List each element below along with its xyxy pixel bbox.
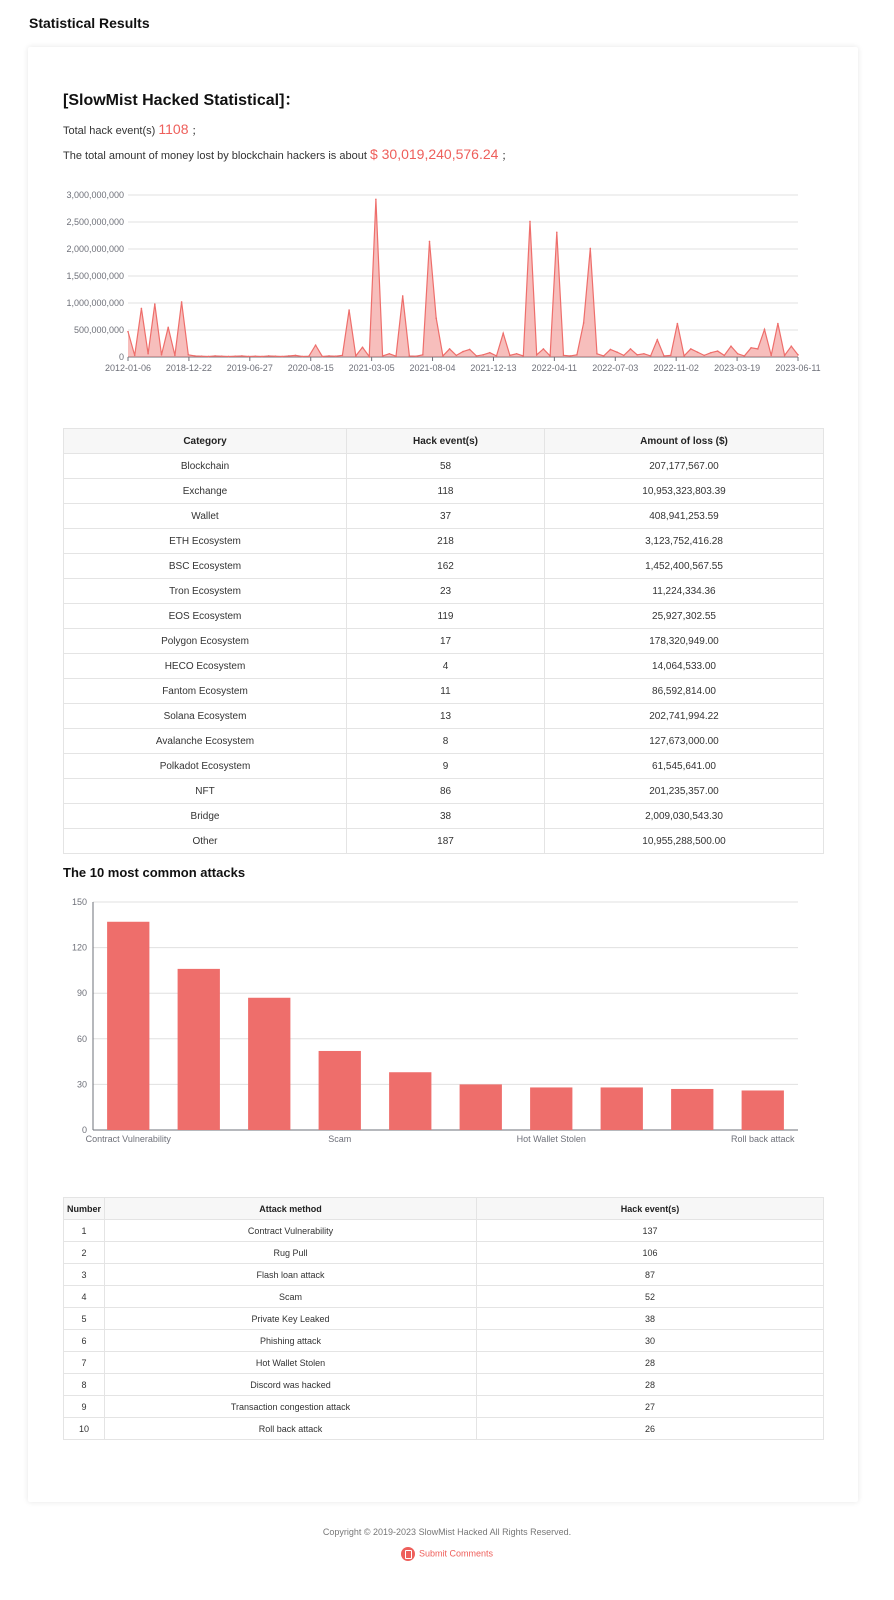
hack-events-cell: 162: [347, 554, 545, 579]
attack-method-cell: Phishing attack: [105, 1330, 477, 1352]
loss-point[interactable]: [791, 345, 793, 347]
loss-point[interactable]: [167, 327, 169, 329]
table-row: [64, 1308, 824, 1330]
amount-of-loss-cell: 202,741,994.22: [545, 704, 824, 729]
loss-point[interactable]: [677, 323, 679, 325]
loss-point[interactable]: [228, 356, 230, 358]
hack-events-cell: 37: [347, 504, 545, 529]
loss-point[interactable]: [496, 355, 498, 357]
category-cell: Blockchain: [64, 454, 347, 479]
table-row: [64, 654, 824, 679]
hack-events-cell: 8: [347, 729, 545, 754]
loss-point[interactable]: [683, 355, 685, 357]
loss-point[interactable]: [516, 353, 518, 355]
y-tick-label: 2,500,000,000: [66, 217, 124, 227]
loss-point[interactable]: [536, 354, 538, 356]
y-tick-label: 500,000,000: [73, 325, 124, 335]
table-row: [64, 1330, 824, 1352]
statistics-heading: [SlowMist Hacked Statistical]：: [63, 92, 301, 109]
amount-of-loss-cell: 10,953,323,803.39: [545, 479, 824, 504]
x-category-label: Hot Wallet Stolen: [516, 1134, 586, 1144]
loss-point[interactable]: [315, 344, 317, 346]
loss-point[interactable]: [241, 355, 243, 357]
category-cell: Polkadot Ecosystem: [64, 754, 347, 779]
loss-point[interactable]: [275, 355, 277, 357]
attack-bar[interactable]: [530, 1087, 572, 1130]
loss-point[interactable]: [770, 355, 772, 357]
comment-icon: [401, 1547, 415, 1561]
y-tick-label: 1,000,000,000: [66, 298, 124, 308]
loss-point[interactable]: [630, 348, 632, 350]
category-cell: EOS Ecosystem: [64, 604, 347, 629]
loss-point[interactable]: [348, 309, 350, 311]
loss-point[interactable]: [717, 350, 719, 352]
attack-bar[interactable]: [319, 1051, 361, 1130]
attack-bar[interactable]: [389, 1072, 431, 1130]
number-cell: 1: [64, 1220, 105, 1242]
loss-point[interactable]: [797, 354, 799, 356]
attack-bar[interactable]: [671, 1089, 713, 1130]
loss-point[interactable]: [435, 317, 437, 319]
loss-point[interactable]: [281, 356, 283, 358]
loss-point[interactable]: [784, 355, 786, 357]
loss-point[interactable]: [255, 355, 257, 357]
category-table: [63, 428, 824, 854]
amount-of-loss-cell: 408,941,253.59: [545, 504, 824, 529]
table-row: [64, 679, 824, 704]
loss-point[interactable]: [469, 349, 471, 351]
loss-point[interactable]: [583, 322, 585, 324]
loss-point[interactable]: [161, 354, 163, 356]
loss-point[interactable]: [636, 354, 638, 356]
attack-method-cell: Rug Pull: [105, 1242, 477, 1264]
footer-copyright: Copyright © 2019-2023 SlowMist Hacked All Rights Reserved.: [322, 1527, 572, 1537]
loss-point[interactable]: [476, 355, 478, 357]
loss-point[interactable]: [730, 345, 732, 347]
amount-of-loss-cell: 25,927,302.55: [545, 604, 824, 629]
table-row: [64, 529, 824, 554]
loss-point[interactable]: [764, 329, 766, 331]
table-row: [64, 829, 824, 854]
table-row: [64, 804, 824, 829]
y-tick-label: 3,000,000,000: [66, 190, 124, 200]
loss-point[interactable]: [590, 248, 592, 250]
table-row: [64, 629, 824, 654]
y-tick-label: 30: [76, 1079, 87, 1090]
attack-method-cell: Hot Wallet Stolen: [105, 1352, 477, 1374]
loss-point[interactable]: [509, 355, 511, 357]
loss-point[interactable]: [724, 355, 726, 357]
attack-events-cell: 30: [477, 1330, 824, 1352]
category-cell: Bridge: [64, 804, 347, 829]
category-cell: Solana Ecosystem: [64, 704, 347, 729]
table-row: [64, 1374, 824, 1396]
x-category-label: Scam: [328, 1134, 352, 1144]
loss-point[interactable]: [127, 331, 129, 333]
total-loss-line: [63, 146, 512, 163]
loss-point[interactable]: [201, 355, 203, 357]
total-loss-prefix: The total amount of money lost by blockchain hackers is about: [63, 150, 367, 162]
attack-bar[interactable]: [742, 1090, 784, 1130]
attack-events-cell: 28: [477, 1374, 824, 1396]
attack-bar[interactable]: [107, 922, 149, 1130]
loss-point[interactable]: [616, 351, 618, 353]
loss-point[interactable]: [462, 351, 464, 353]
number-cell: 7: [64, 1352, 105, 1374]
table-row: [64, 754, 824, 779]
attack-events-cell: 87: [477, 1264, 824, 1286]
col-header-attack-method: Attack method: [105, 1198, 477, 1220]
loss-point[interactable]: [523, 355, 525, 357]
loss-point[interactable]: [147, 353, 149, 355]
loss-point[interactable]: [415, 355, 417, 357]
loss-point[interactable]: [777, 323, 779, 325]
y-tick-label: 1,500,000,000: [66, 271, 124, 281]
x-tick-label: 2021-12-13: [470, 363, 517, 373]
hack-events-cell: 23: [347, 579, 545, 604]
category-cell: ETH Ecosystem: [64, 529, 347, 554]
attack-events-cell: 27: [477, 1396, 824, 1418]
number-cell: 9: [64, 1396, 105, 1418]
loss-point[interactable]: [623, 355, 625, 357]
loss-point[interactable]: [422, 354, 424, 356]
category-cell: Avalanche Ecosystem: [64, 729, 347, 754]
loss-point[interactable]: [301, 356, 303, 358]
results-card: [28, 47, 858, 1502]
category-cell: BSC Ecosystem: [64, 554, 347, 579]
y-tick-label: 0: [81, 1125, 87, 1135]
table-row: [64, 604, 824, 629]
number-cell: 2: [64, 1242, 105, 1264]
x-tick-label: 2018-12-22: [165, 363, 212, 373]
loss-point[interactable]: [181, 301, 183, 303]
table-row: [64, 1242, 824, 1264]
table-row: [64, 1286, 824, 1308]
hack-events-cell: 17: [347, 629, 545, 654]
attack-events-cell: 26: [477, 1418, 824, 1440]
loss-point[interactable]: [489, 352, 491, 354]
loss-point[interactable]: [697, 351, 699, 353]
category-cell: Tron Ecosystem: [64, 579, 347, 604]
attack-bar[interactable]: [248, 998, 290, 1130]
loss-point[interactable]: [442, 355, 444, 357]
amount-of-loss-cell: 207,177,567.00: [545, 454, 824, 479]
loss-point[interactable]: [650, 355, 652, 357]
attack-events-cell: 52: [477, 1286, 824, 1308]
amount-of-loss-cell: 86,592,814.00: [545, 679, 824, 704]
attack-method-cell: Flash loan attack: [105, 1264, 477, 1286]
y-tick-label: 60: [76, 1033, 87, 1044]
loss-point[interactable]: [409, 355, 411, 357]
table-row: [64, 1220, 824, 1242]
loss-point[interactable]: [288, 355, 290, 357]
loss-point[interactable]: [663, 355, 665, 357]
hack-events-cell: 86: [347, 779, 545, 804]
hack-events-cell: 218: [347, 529, 545, 554]
total-loss-suffix: ；: [501, 150, 513, 162]
hack-events-cell: 11: [347, 679, 545, 704]
table-row: [64, 554, 824, 579]
loss-point[interactable]: [750, 347, 752, 349]
loss-point[interactable]: [603, 355, 605, 357]
amount-of-loss-cell: 14,064,533.00: [545, 654, 824, 679]
x-tick-label: 2021-08-04: [409, 363, 456, 373]
loss-point[interactable]: [569, 355, 571, 357]
hack-events-cell: 13: [347, 704, 545, 729]
table-row: [64, 704, 824, 729]
loss-point[interactable]: [134, 355, 136, 357]
loss-point[interactable]: [737, 353, 739, 355]
top-attacks-bar-chart[interactable]: [63, 890, 823, 1150]
x-tick-label: 2021-03-05: [348, 363, 395, 373]
category-table-header: [64, 429, 824, 454]
loss-point[interactable]: [221, 355, 223, 357]
loss-point[interactable]: [657, 339, 659, 341]
category-cell: HECO Ecosystem: [64, 654, 347, 679]
table-row: [64, 1264, 824, 1286]
loss-point[interactable]: [154, 303, 156, 305]
col-header-category: Category: [64, 429, 347, 454]
loss-point[interactable]: [744, 355, 746, 357]
x-tick-label: 2022-07-03: [592, 363, 639, 373]
number-cell: 4: [64, 1286, 105, 1308]
total-events-prefix: Total hack event(s): [63, 125, 156, 137]
table-row: [64, 1418, 824, 1440]
table-row: [64, 1396, 824, 1418]
loss-point[interactable]: [141, 308, 143, 310]
loss-point[interactable]: [342, 355, 344, 357]
x-tick-label: 2023-03-19: [714, 363, 761, 373]
table-row: [64, 729, 824, 754]
amount-of-loss-cell: 201,235,357.00: [545, 779, 824, 804]
loss-point[interactable]: [395, 355, 397, 357]
page-title: Statistical Results: [29, 15, 150, 31]
number-cell: 10: [64, 1418, 105, 1440]
amount-of-loss-cell: 2,009,030,543.30: [545, 804, 824, 829]
loss-point[interactable]: [188, 354, 190, 356]
attack-events-cell: 106: [477, 1242, 824, 1264]
total-events-suffix: ；: [191, 125, 203, 137]
loss-point[interactable]: [710, 352, 712, 354]
total-events-line: [63, 121, 203, 138]
amount-of-loss-cell: 127,673,000.00: [545, 729, 824, 754]
total-loss-value: $ 30,019,240,576.24: [369, 146, 499, 162]
loss-point[interactable]: [194, 355, 196, 357]
table-row: [64, 454, 824, 479]
x-tick-label: 2019-06-27: [226, 363, 273, 373]
amount-of-loss-cell: 178,320,949.00: [545, 629, 824, 654]
loss-area: [128, 199, 798, 357]
amount-of-loss-cell: 1,452,400,567.55: [545, 554, 824, 579]
loss-point[interactable]: [322, 356, 324, 358]
attacks-heading: The 10 most common attacks: [63, 865, 246, 880]
y-tick-label: 0: [118, 352, 124, 362]
attack-method-cell: Scam: [105, 1286, 477, 1308]
y-tick-label: 90: [76, 988, 87, 999]
loss-point[interactable]: [596, 353, 598, 355]
attack-events-cell: 28: [477, 1352, 824, 1374]
loss-point[interactable]: [643, 353, 645, 355]
attack-table: [63, 1197, 824, 1440]
hack-events-cell: 4: [347, 654, 545, 679]
loss-point[interactable]: [502, 332, 504, 334]
number-cell: 6: [64, 1330, 105, 1352]
submit-comments-link[interactable]: [0, 1547, 894, 1561]
table-row: [64, 504, 824, 529]
hack-events-cell: 38: [347, 804, 545, 829]
loss-point[interactable]: [449, 348, 451, 350]
amount-of-loss-cell: 11,224,334.36: [545, 579, 824, 604]
attack-method-cell: Contract Vulnerability: [105, 1220, 477, 1242]
loss-point[interactable]: [529, 221, 531, 223]
attack-bar[interactable]: [460, 1084, 502, 1130]
loss-point[interactable]: [556, 231, 558, 233]
category-cell: Polygon Ecosystem: [64, 629, 347, 654]
hack-events-cell: 119: [347, 604, 545, 629]
loss-point[interactable]: [543, 348, 545, 350]
loss-point[interactable]: [690, 348, 692, 350]
loss-point[interactable]: [355, 355, 357, 357]
category-cell: Exchange: [64, 479, 347, 504]
attack-table-header: [64, 1198, 824, 1220]
loss-point[interactable]: [328, 355, 330, 357]
loss-point[interactable]: [368, 356, 370, 358]
col-header-number: Number: [64, 1198, 105, 1220]
y-tick-label: 150: [71, 897, 87, 907]
attack-method-cell: Private Key Leaked: [105, 1308, 477, 1330]
loss-point[interactable]: [308, 355, 310, 357]
loss-point[interactable]: [248, 356, 250, 358]
loss-point[interactable]: [610, 349, 612, 351]
table-row: [64, 1352, 824, 1374]
loss-point[interactable]: [703, 355, 705, 357]
x-tick-label: 2022-04-11: [531, 363, 578, 373]
number-cell: 5: [64, 1308, 105, 1330]
y-tick-label: 2,000,000,000: [66, 244, 124, 254]
loss-point[interactable]: [402, 295, 404, 297]
loss-point[interactable]: [208, 356, 210, 358]
loss-point[interactable]: [482, 354, 484, 356]
amount-of-loss-cell: 61,545,641.00: [545, 754, 824, 779]
category-cell: NFT: [64, 779, 347, 804]
loss-point[interactable]: [389, 353, 391, 355]
table-row: [64, 779, 824, 804]
loss-point[interactable]: [295, 355, 297, 357]
attack-method-cell: Discord was hacked: [105, 1374, 477, 1396]
y-tick-label: 120: [71, 942, 87, 953]
table-row: [64, 579, 824, 604]
loss-point[interactable]: [261, 356, 263, 358]
x-category-label: Contract Vulnerability: [85, 1134, 171, 1144]
loss-point[interactable]: [549, 355, 551, 357]
total-events-value: 1108: [158, 121, 189, 137]
attack-method-cell: Transaction congestion attack: [105, 1396, 477, 1418]
x-tick-label: 2022-11-02: [653, 363, 699, 373]
loss-point[interactable]: [456, 355, 458, 357]
loss-point[interactable]: [335, 355, 337, 357]
category-cell: Other: [64, 829, 347, 854]
loss-point[interactable]: [375, 199, 377, 201]
loss-point[interactable]: [268, 355, 270, 357]
x-tick-label: 2023-06-11: [775, 363, 821, 373]
attack-events-cell: 38: [477, 1308, 824, 1330]
loss-point[interactable]: [563, 355, 565, 357]
hack-events-cell: 118: [347, 479, 545, 504]
loss-series-line: [128, 199, 798, 356]
category-cell: Wallet: [64, 504, 347, 529]
loss-point[interactable]: [382, 355, 384, 357]
loss-point[interactable]: [670, 355, 672, 357]
col-header-attack-events: Hack event(s): [477, 1198, 824, 1220]
amount-of-loss-cell: 10,955,288,500.00: [545, 829, 824, 854]
number-cell: 3: [64, 1264, 105, 1286]
hack-events-cell: 58: [347, 454, 545, 479]
number-cell: 8: [64, 1374, 105, 1396]
amount-of-loss-cell: 3,123,752,416.28: [545, 529, 824, 554]
loss-point[interactable]: [174, 355, 176, 357]
loss-point[interactable]: [576, 354, 578, 356]
attack-method-cell: Roll back attack: [105, 1418, 477, 1440]
loss-point[interactable]: [234, 355, 236, 357]
attack-bar[interactable]: [601, 1087, 643, 1130]
loss-point[interactable]: [362, 346, 364, 348]
submit-comments-label: Submit Comments: [418, 1548, 494, 1559]
attack-bar[interactable]: [178, 969, 220, 1130]
hack-events-cell: 9: [347, 754, 545, 779]
loss-point[interactable]: [757, 348, 759, 350]
loss-timeline-chart[interactable]: [63, 179, 823, 389]
col-header-amount-of-loss: Amount of loss ($): [545, 429, 824, 454]
x-category-label: Roll back attack: [730, 1134, 795, 1144]
col-header-hack-events: Hack event(s): [347, 429, 545, 454]
table-row: [64, 479, 824, 504]
loss-point[interactable]: [214, 355, 216, 357]
hack-events-cell: 187: [347, 829, 545, 854]
category-cell: Fantom Ecosystem: [64, 679, 347, 704]
x-tick-label: 2012-01-06: [104, 363, 152, 373]
loss-point[interactable]: [429, 241, 431, 243]
x-tick-label: 2020-08-15: [287, 363, 334, 373]
attack-events-cell: 137: [477, 1220, 824, 1242]
